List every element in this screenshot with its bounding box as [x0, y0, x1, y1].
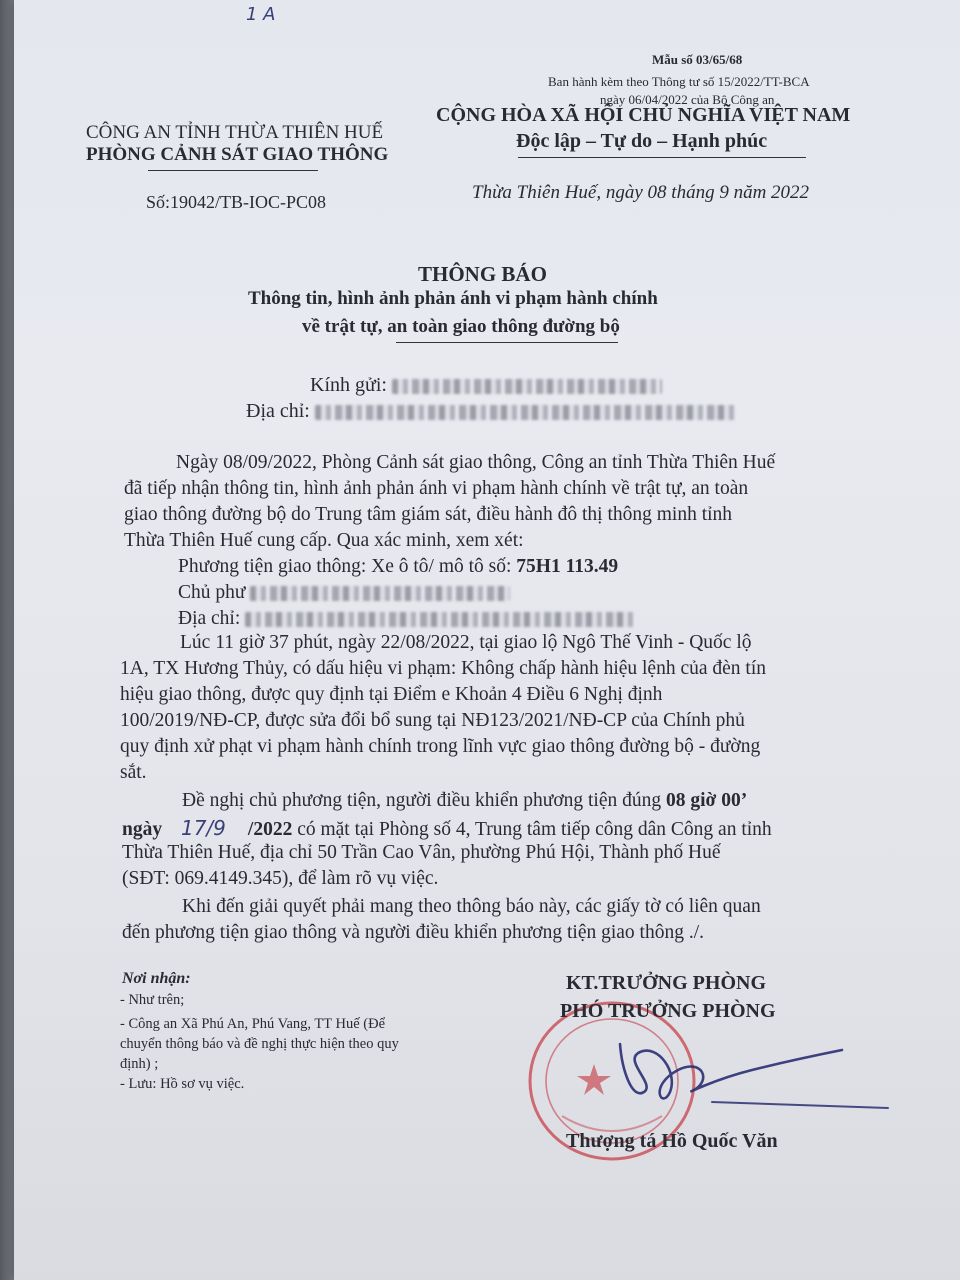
- recipient-item-2-line-1: - Công an Xã Phú An, Phú Vang, TT Huế (Để: [120, 1016, 386, 1032]
- department-name: PHÒNG CẢNH SÁT GIAO THÔNG: [86, 144, 389, 165]
- paragraph-2-line-6: sắt.: [120, 762, 147, 783]
- place-and-date: Thừa Thiên Huế, ngày 08 tháng 9 năm 2022: [472, 182, 810, 203]
- paragraph-1-line-4: Thừa Thiên Huế cung cấp. Qua xác minh, xem xét:: [124, 530, 524, 551]
- nation-title: CỘNG HÒA XÃ HỘI CHỦ NGHĨA VIỆT NAM: [436, 104, 851, 126]
- paragraph-2-line-4: 100/2019/NĐ-CP, được sửa đổi bổ sung tại NĐ123/2021/NĐ-CP của Chính phủ: [120, 710, 745, 731]
- license-plate: 75H1 113.49: [516, 556, 619, 577]
- document-subtitle-line2: về trật tự, an toàn giao thông đường bộ: [302, 316, 620, 337]
- document-title: THÔNG BÁO: [418, 262, 547, 286]
- owner-label: Chủ phư: [178, 582, 246, 603]
- vehicle-label: Phương tiện giao thông: Xe ô tô/ mô tô số:: [178, 556, 517, 577]
- signature-title-2: PHÓ TRƯỞNG PHÒNG: [560, 1000, 776, 1022]
- recipient-line: [310, 374, 662, 397]
- paragraph-2-line-2: 1A, TX Hương Thủy, có dấu hiệu vi phạm: Không chấp hành hiệu lệnh của đèn tín: [120, 658, 767, 679]
- recipient-item-1: - Như trên;: [120, 992, 185, 1008]
- appointment-day-label: ngày: [122, 819, 163, 840]
- recipient-address-label: Địa chỉ:: [246, 400, 310, 422]
- motto-underline: [518, 157, 806, 158]
- owner-address-line: [178, 608, 635, 630]
- form-number: Mẫu số 03/65/68: [652, 52, 743, 67]
- appointment-time: 08 giờ 00’: [666, 790, 748, 811]
- document-page: [14, 0, 960, 1280]
- title-underline: [396, 342, 618, 343]
- paragraph-3-line-2: [122, 816, 772, 841]
- document-number: Số:19042/TB-IOC-PC08: [146, 192, 327, 212]
- recipient-label: Kính gửi:: [310, 374, 387, 396]
- redacted-recipient-address: [315, 405, 735, 420]
- redacted-owner-address: [245, 612, 635, 627]
- appointment-location-text: có mặt tại Phòng số 4, Trung tâm tiếp công dân Công an tỉnh: [292, 819, 772, 840]
- paragraph-3-line-4: (SĐT: 069.4149.345), để làm rõ vụ việc.: [122, 868, 439, 889]
- paragraph-1-line-2: đã tiếp nhận thông tin, hình ảnh phản ánh vi phạm hành chính về trật tự, an toàn: [124, 478, 749, 499]
- paragraph-2-line-1: Lúc 11 giờ 37 phút, ngày 22/08/2022, tại giao lộ Ngô Thế Vinh - Quốc lộ: [180, 632, 752, 653]
- signer-name: Thượng tá Hồ Quốc Văn: [566, 1130, 778, 1152]
- recipient-item-3: - Lưu: Hồ sơ vụ việc.: [120, 1076, 245, 1092]
- paragraph-3-line-1: [182, 790, 747, 812]
- recipients-label: Nơi nhận:: [122, 970, 191, 987]
- vehicle-line: [178, 556, 618, 578]
- handwritten-signature: [592, 1030, 892, 1120]
- paragraph-2-line-5: quy định xử phạt vi phạm hành chính trong lĩnh vực giao thông đường bộ - đường: [120, 736, 761, 757]
- paragraph-1-line-3: giao thông đường bộ do Trung tâm giám sát, điều hành đô thị thông minh tỉnh: [124, 504, 733, 525]
- paragraph-4-line-2: đến phương tiện giao thông và người điều khiển phương tiện giao thông ./.: [122, 922, 705, 943]
- document-subtitle-line1: Thông tin, hình ảnh phản ánh vi phạm hành chính: [248, 288, 658, 309]
- page-edge-shadow: [0, 0, 14, 1280]
- redacted-recipient-name: [392, 379, 662, 394]
- handwritten-corner-note: 1 A: [246, 4, 276, 25]
- form-issued-date: ngày 06/04/2022 của Bộ Công an: [600, 92, 775, 107]
- recipient-item-2-line-2: chuyển thông báo và đề nghị thực hiện theo quy: [120, 1036, 399, 1052]
- owner-address-label: Địa chỉ:: [178, 608, 241, 629]
- recipient-address-line: [246, 400, 735, 423]
- agency-name: CÔNG AN TỈNH THỪA THIÊN HUẾ: [86, 122, 384, 143]
- appointment-request-text: Đề nghị chủ phương tiện, người điều khiển phương tiện đúng: [182, 790, 666, 811]
- handwritten-appointment-date: 17/9: [180, 816, 226, 840]
- signature-title-1: KT.TRƯỞNG PHÒNG: [566, 972, 766, 994]
- paragraph-4-line-1: Khi đến giải quyết phải mang theo thông báo này, các giấy tờ có liên quan: [182, 896, 761, 917]
- nation-motto: Độc lập – Tự do – Hạnh phúc: [516, 130, 768, 152]
- paragraph-2-line-3: hiệu giao thông, được quy định tại Điểm e Khoản 4 Điều 6 Nghị định: [120, 684, 663, 705]
- paragraph-3-line-3: Thừa Thiên Huế, địa chỉ 50 Trần Cao Vân, phường Phú Hội, Thành phố Huế: [122, 842, 721, 863]
- paragraph-1-line-1: Ngày 08/09/2022, Phòng Cảnh sát giao thông, Công an tỉnh Thừa Thiên Huế: [176, 452, 776, 473]
- form-issued-text: Ban hành kèm theo Thông tư số 15/2022/TT-BCA: [548, 74, 810, 89]
- recipient-item-2-line-3: định) ;: [120, 1056, 159, 1072]
- owner-line: [178, 582, 510, 604]
- appointment-year: /2022: [247, 819, 293, 840]
- redacted-owner-name: [250, 586, 510, 601]
- agency-underline: [148, 170, 318, 171]
